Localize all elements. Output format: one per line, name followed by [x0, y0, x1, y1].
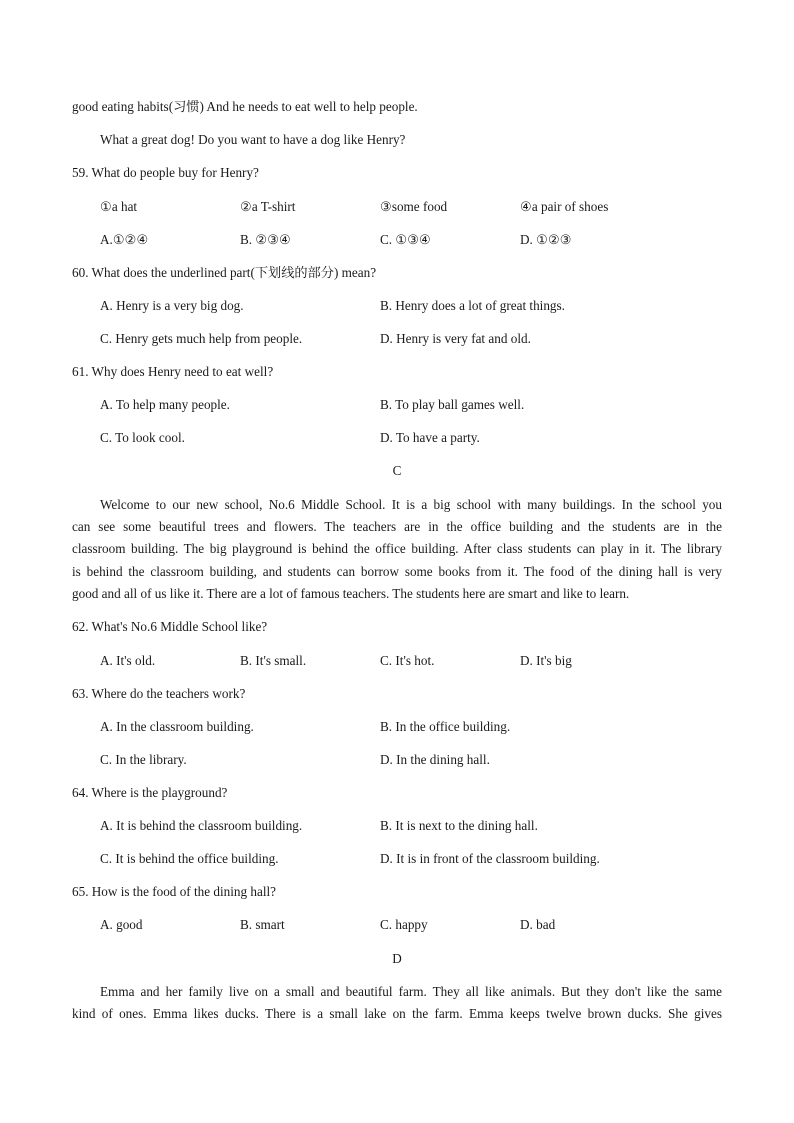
- passage-b-line-2: What a great dog! Do you want to have a dog like Henry?: [100, 132, 406, 147]
- q64-option-c: C. It is behind the office building.: [100, 851, 279, 866]
- question-60: 60. What does the underlined part(下划线的部分) mean?: [72, 265, 377, 280]
- q61-option-b: B. To play ball games well.: [380, 397, 525, 412]
- q59-item-4: ④a pair of shoes: [520, 199, 609, 214]
- q59-item-2: ②a T-shirt: [240, 199, 296, 214]
- section-c-line-5: good and all of us like it. There are a lot of famous teachers. The students here are smart and like to learn.: [72, 585, 630, 601]
- q61-option-d: D. To have a party.: [380, 430, 480, 445]
- q65-option-a: A. good: [100, 917, 143, 932]
- q63-option-c: C. In the library.: [100, 752, 187, 767]
- q59-option-c: C. ①③④: [380, 232, 431, 247]
- section-c-line-4: is behind the classroom building, and students can borrow some books from it. The food of the dining hall is very: [72, 563, 722, 579]
- question-65: 65. How is the food of the dining hall?: [72, 884, 277, 899]
- section-d-heading: D: [392, 951, 402, 966]
- q59-option-d: D. ①②③: [520, 232, 572, 247]
- q60-option-a: A. Henry is a very big dog.: [100, 298, 244, 313]
- q65-option-b: B. smart: [240, 917, 285, 932]
- question-63: 63. Where do the teachers work?: [72, 686, 246, 701]
- q65-option-d: D. bad: [520, 917, 556, 932]
- q59-option-a: A.①②④: [100, 232, 149, 247]
- q65-option-c: C. happy: [380, 917, 428, 932]
- q64-option-b: B. It is next to the dining hall.: [380, 818, 538, 833]
- section-d-passage: [72, 981, 722, 1025]
- q62-option-d: D. It's big: [520, 653, 572, 668]
- q63-option-b: B. In the office building.: [380, 719, 511, 734]
- q59-item-3: ③some food: [380, 199, 448, 214]
- q63-option-d: D. In the dining hall.: [380, 752, 490, 767]
- q64-option-a: A. It is behind the classroom building.: [100, 818, 303, 833]
- section-c-passage: [72, 494, 722, 605]
- section-c-line-3: classroom building. The big playground is behind the office building. After class students can play in it. The library: [72, 541, 722, 557]
- q62-option-c: C. It's hot.: [380, 653, 435, 668]
- question-62: 62. What's No.6 Middle School like?: [72, 619, 268, 634]
- q61-option-a: A. To help many people.: [100, 397, 230, 412]
- passage-b-line-1: good eating habits(习惯) And he needs to eat well to help people.: [72, 99, 418, 114]
- section-c-line-2: can see some beautiful trees and flowers. The teachers are in the office building and the students are in the: [72, 519, 722, 535]
- q59-item-1: ①a hat: [100, 199, 138, 214]
- q64-option-d: D. It is in front of the classroom building.: [380, 851, 600, 866]
- section-c-heading: C: [392, 463, 402, 478]
- q63-option-a: A. In the classroom building.: [100, 719, 254, 734]
- section-c-line-1: Welcome to our new school, No.6 Middle School. It is a big school with many buildings. In the school you: [100, 497, 722, 512]
- section-d-line-2: kind of ones. Emma likes ducks. There is a small lake on the farm. Emma keeps twelve brown ducks. She gives: [72, 1006, 722, 1022]
- question-59: 59. What do people buy for Henry?: [72, 165, 259, 180]
- question-64: 64. Where is the playground?: [72, 785, 228, 800]
- q61-option-c: C. To look cool.: [100, 430, 185, 445]
- q60-option-c: C. Henry gets much help from people.: [100, 331, 303, 346]
- q62-option-b: B. It's small.: [240, 653, 307, 668]
- q59-option-b: B. ②③④: [240, 232, 291, 247]
- question-61: 61. Why does Henry need to eat well?: [72, 364, 274, 379]
- q62-option-a: A. It's old.: [100, 653, 156, 668]
- q60-option-d: D. Henry is very fat and old.: [380, 331, 531, 346]
- section-d-line-1: Emma and her family live on a small and beautiful farm. They all like animals. But they don't like the same: [100, 984, 722, 999]
- q60-option-b: B. Henry does a lot of great things.: [380, 298, 565, 313]
